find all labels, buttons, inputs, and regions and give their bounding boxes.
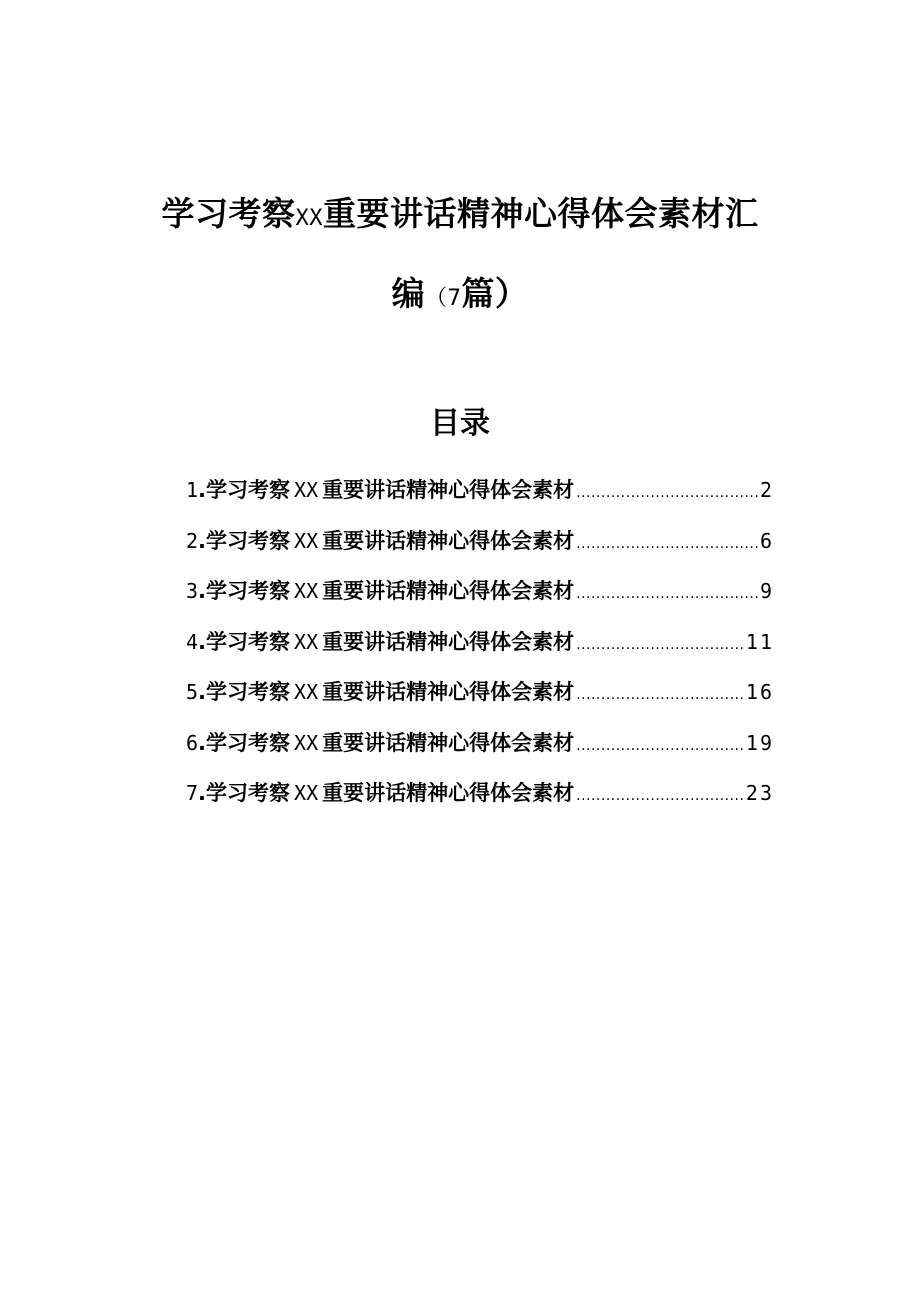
toc-entry-title-xx: XX <box>294 781 319 805</box>
toc-entry-title-pre: 学习考察 <box>206 528 291 553</box>
toc-entry-title-pre: 学习考察 <box>206 730 291 755</box>
toc-entry-5[interactable] <box>182 676 774 727</box>
toc-heading: 目录 <box>430 406 490 441</box>
toc-entry-separator: . <box>198 478 207 502</box>
toc-entry-separator: . <box>198 680 207 704</box>
toc-entry-title-post: 重要讲话精神心得体会素材 <box>322 680 575 704</box>
title-part4: 篇 <box>461 274 495 313</box>
toc-entry-title-xx: XX <box>294 528 319 553</box>
toc-entry-title-post: 重要讲话精神心得体会素材 <box>322 781 575 805</box>
title-xx: XX <box>295 206 323 231</box>
toc-entry-title-xx: XX <box>294 579 319 603</box>
toc-entry-2[interactable] <box>182 525 774 576</box>
toc-entry-title-pre: 学习考察 <box>206 781 291 805</box>
toc-dot-leader <box>576 788 744 804</box>
toc-entry-title <box>206 575 574 605</box>
toc-entry-title-post: 重要讲话精神心得体会素材 <box>322 579 575 603</box>
title-part1: 学习考察 <box>161 194 296 233</box>
toc-entry-separator: . <box>198 579 207 603</box>
toc-dot-leader <box>576 687 744 703</box>
toc-entry-title-pre: 学习考察 <box>206 629 291 654</box>
toc-entry-title-xx: XX <box>294 730 319 755</box>
toc-entry-separator: . <box>198 629 207 654</box>
toc-entry-title-pre: 学习考察 <box>206 680 291 704</box>
toc-entry-title <box>206 626 574 656</box>
toc-entry-3[interactable] <box>182 575 774 626</box>
toc-entry-page: 6 <box>759 528 774 553</box>
toc-entry-title <box>206 525 574 555</box>
toc-dot-leader <box>576 637 744 653</box>
toc-entry-title-xx: XX <box>294 680 319 704</box>
document-title-line-2 <box>0 268 920 315</box>
toc-entry-page: 11 <box>745 629 774 654</box>
toc-entry-separator: . <box>198 781 207 805</box>
toc-entry-number: 5 <box>186 680 199 704</box>
toc-entry-title <box>206 777 574 807</box>
toc-entry-1[interactable] <box>182 474 774 525</box>
table-of-contents <box>182 474 774 828</box>
toc-dot-leader <box>576 586 758 602</box>
toc-entry-separator: . <box>198 730 207 755</box>
toc-entry-6[interactable] <box>182 727 774 778</box>
toc-entry-number: 3 <box>186 579 199 603</box>
title-part2: 重要讲话精神心得体会素材汇 <box>323 194 759 233</box>
toc-entry-title-post: 重要讲话精神心得体会素材 <box>322 730 575 755</box>
title-count: 7 <box>447 286 462 311</box>
toc-entry-page: 16 <box>745 680 774 704</box>
toc-entry-7[interactable] <box>182 777 774 828</box>
toc-dot-leader <box>576 738 744 754</box>
toc-entry-number: 4 <box>186 629 199 654</box>
title-part3: 编 <box>391 274 426 313</box>
toc-entry-title-post: 重要讲话精神心得体会素材 <box>322 478 575 502</box>
toc-entry-page: 9 <box>759 579 774 603</box>
toc-entry-page: 19 <box>745 730 774 755</box>
toc-entry-page: 23 <box>745 781 774 805</box>
toc-dot-leader <box>576 485 758 501</box>
toc-entry-title-post: 重要讲话精神心得体会素材 <box>322 528 575 553</box>
toc-entry-title-xx: XX <box>294 478 319 502</box>
toc-entry-title-xx: XX <box>294 629 319 654</box>
toc-entry-number: 7 <box>186 781 199 805</box>
toc-entry-number: 2 <box>186 528 199 553</box>
toc-entry-number: 6 <box>186 730 199 755</box>
toc-entry-number: 1 <box>186 478 199 502</box>
toc-entry-title <box>206 474 574 504</box>
document-title-line-1 <box>0 188 920 235</box>
toc-entry-title-pre: 学习考察 <box>206 579 291 603</box>
toc-entry-title <box>206 727 574 757</box>
toc-entry-4[interactable] <box>182 626 774 677</box>
toc-entry-page: 2 <box>759 478 774 502</box>
toc-entry-title-post: 重要讲话精神心得体会素材 <box>322 629 575 654</box>
toc-entry-title-pre: 学习考察 <box>206 478 291 502</box>
toc-entry-title <box>206 676 574 706</box>
title-paren-close: ） <box>494 274 529 313</box>
toc-dot-leader <box>576 536 758 552</box>
title-paren-open: （ <box>425 286 448 311</box>
toc-entry-separator: . <box>198 528 207 553</box>
